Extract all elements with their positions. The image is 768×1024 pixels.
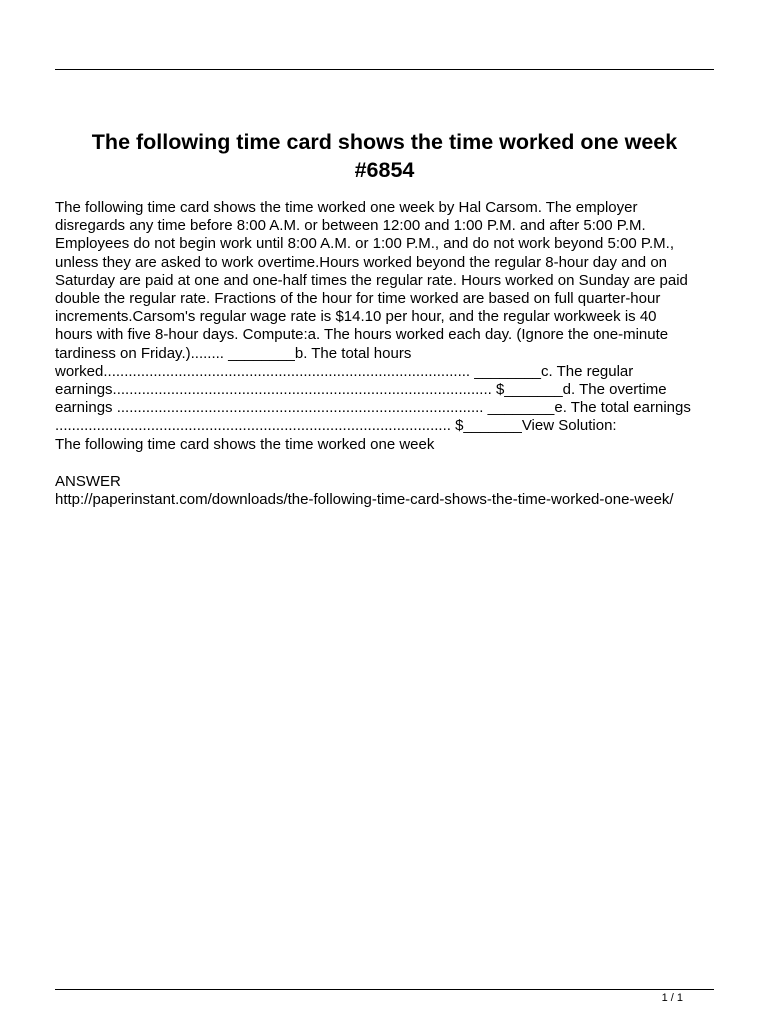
answer-label: ANSWER (55, 473, 121, 490)
document-title (55, 128, 714, 184)
title-line-2: #6854 (354, 158, 415, 182)
answer-link[interactable]: http://paperinstant.com/downloads/the-following-time-card-shows-the-time-worked-one-week/ (55, 491, 674, 509)
question-body: The following time card shows the time worked one week by Hal Carsom. The employer disregards any time before 8:00 A.M. or between 12:00 and 1:00 P.M. and after 5:00 P.M. Employees do not begin work until 8:00 A.M. or 1:00 P.M., and do not work beyond 5:00 P.M., unless they are asked to work overtime.Hours worked beyond the regular 8-hour day and on Saturday are paid at one and one-half times the regular rate. Hours worked on Sunday are paid double the regular rate. Fractions of the hour for time worked are based on full quarter-hour increments.Carsom's regular wage rate is $14.10 per hour, and the regular workweek is 40 hours with five 8-hour days. Compute:a. The hours worked each day. (Ignore the one-minute tardiness on Friday.)........ ________b. The total hours worked........................................................................................ ________c. The regular earnings........................................................................................... $_______d. The overtime earnings ........................................................................................ ________e. The total earnings ............................................................................................... $_______View Solution: The following time card shows the time worked one week (55, 199, 691, 453)
page-number: 1 / 1 (661, 992, 683, 1004)
answer-section (55, 473, 735, 509)
title-line-1: The following time card shows the time worked one week (91, 130, 678, 154)
top-divider (55, 69, 714, 70)
bottom-divider (55, 989, 714, 990)
